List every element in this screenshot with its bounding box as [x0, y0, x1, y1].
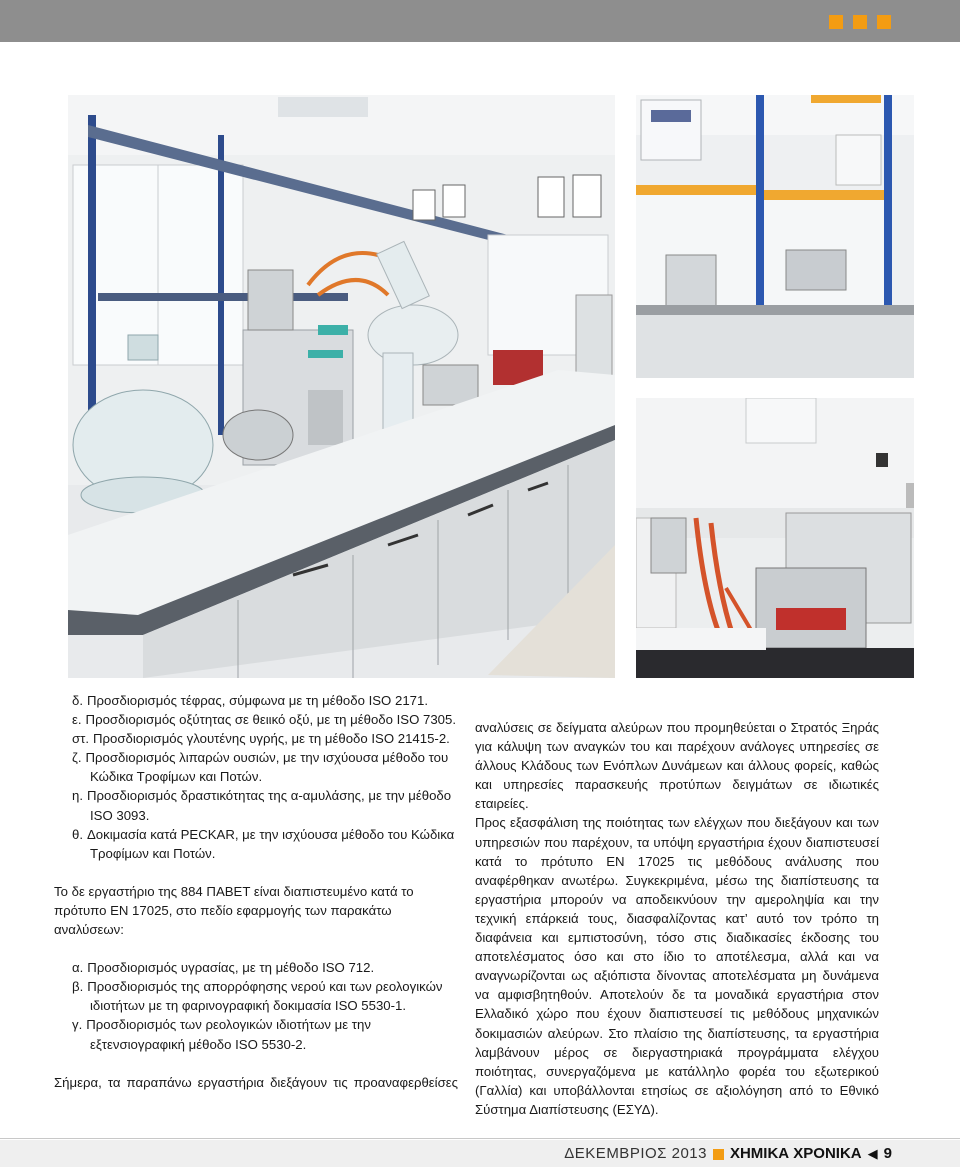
- arrow-left-icon: ◀: [867, 1146, 878, 1161]
- magazine-title: ΧΗΜΙΚΑ ΧΡΟΝΙΚΑ: [729, 1145, 862, 1162]
- photo-farinograph: [636, 398, 914, 678]
- photo-lab-bench: [68, 95, 615, 678]
- list-item-label: β.: [72, 979, 84, 995]
- list-item-text: Προσδιορισμός των ρεολογικών ιδιοτήτων με την εξτενσιογραφική μέθοδο ISO 5530-2.: [86, 1017, 371, 1052]
- list-item-text: Προσδιορισμός γλουτένης υγρής, με τη μέθοδο ISO 21415-2.: [93, 731, 450, 747]
- list-item: [54, 825, 458, 863]
- list-item-text: Προσδιορισμός τέφρας, σύμφωνα με τη μέθοδο ISO 2171.: [87, 693, 428, 708]
- left-text-column: [54, 691, 458, 1092]
- header-bar: [0, 0, 960, 42]
- list-item: [54, 977, 458, 1015]
- list-item-text: Προσδιορισμός της απορρόφησης νερού και των ρεολογικών ιδιοτήτων με τη φαρινογραφική δοκιμασία ISO 5530-1.: [87, 979, 443, 1014]
- list-item-label: α.: [72, 960, 84, 976]
- list-item-label: θ.: [72, 826, 83, 842]
- list-item: [54, 786, 458, 824]
- paragraph: αναλύσεις σε δείγματα αλεύρων που προμηθεύεται ο Στρατός Ξηράς για κάλυψη των αναγκών του και παρέχουν ανάλογες υπηρεσίες σε άλλους Κλάδους των Ενόπλων Δυνάμεων και άλλους φορείς, καθώς και υπηρεσίες παρασκευής προτύπων δειγμάτων σε ιδιωτικές εταιρείες.: [475, 720, 879, 812]
- list-item-text: Προσδιορισμός δραστικότητας της α-αμυλάσης, με την μέθοδο ISO 3093.: [87, 788, 452, 823]
- accent-square-icon: [829, 15, 843, 29]
- accent-square-icon: [877, 15, 891, 29]
- list-item: [54, 691, 458, 710]
- footer-divider: [0, 1138, 960, 1139]
- list-item: [54, 1015, 458, 1053]
- list-item-text: Προσδιορισμός υγρασίας, με τη μέθοδο ISO 712.: [87, 960, 375, 976]
- analysis-list-a: [54, 691, 458, 863]
- paragraph: Σήμερα, τα παραπάνω εργαστήρια διεξάγουν τις προαναφερθείσες: [54, 1074, 458, 1090]
- list-item-label: η.: [72, 788, 83, 804]
- issue-date: ΔΕΚΕΜΒΡΙΟΣ 2013: [564, 1145, 707, 1162]
- accent-square-icon: [853, 15, 867, 29]
- list-item-text: Δοκιμασία κατά PECKAR, με την ισχύουσα μέθοδο του Κώδικα Τροφίμων και Ποτών.: [87, 826, 455, 861]
- list-item-label: γ.: [72, 1017, 83, 1033]
- list-item: [54, 729, 458, 748]
- list-item-label: στ.: [72, 731, 90, 747]
- footer: [564, 1144, 892, 1164]
- list-item-label: δ.: [72, 693, 84, 708]
- list-item: [54, 748, 458, 786]
- list-item-text: Προσδιορισμός οξύτητας σε θειικό οξύ, με τη μέθοδο ISO 7305.: [85, 712, 457, 728]
- paragraph: Το δε εργαστήριο της 884 ΠΑΒΕΤ είναι διαπιστευμένο κατά το πρότυπο ΕΝ 17025, στο πεδίο εφαρμογής των παρακάτω αναλύσεων:: [54, 883, 414, 938]
- page-number: 9: [883, 1145, 892, 1162]
- accent-square-icon: [713, 1149, 724, 1160]
- list-item: [54, 958, 458, 977]
- list-item-text: Προσδιορισμός λιπαρών ουσιών, με την ισχύουσα μέθοδο του Κώδικα Τροφίμων και Ποτών.: [85, 750, 449, 785]
- list-item: [54, 710, 458, 729]
- right-text-column: [475, 718, 879, 1119]
- photo-fume-hoods: [636, 95, 914, 378]
- paragraph: Προς εξασφάλιση της ποιότητας των ελέγχων που διεξάγουν και των υπηρεσιών που παρέχουν, τα υπόψη εργαστήρια έχουν διαπιστευσεί κατά το πρότυπο ΕΝ 17025 τις μεθόδους ανάλυσης που αναφέρθηκαν ανωτέρω. Συγκεκριμένα, μέσω της διαπίστευσης τα εργαστήρια μπορούν να αποδεικνύουν την αμεροληψία και την τεχνική επάρκειά τους, διασφαλίζοντας κατ’ αυτό τον τρόπο τη διαφάνεια και εμπιστοσύνη, τόσο στις διαδικασίες έκδοσης του αποτελέσματος όσο και στο ίδιο το αποτέλεσμα, αλλά και να αναγνωρίζονται ως αξιόπιστα δίνοντας αποτελέσματα μη δυνάμενα να αμφισβητηθούν. Αποτελούν δε τα μοναδικά εργαστήρια στον Ελλαδικό χώρο που έχουν διαπιστευσεί τις μεθόδους μηχανικών δοκιμασιών αλεύρων. Στο πλαίσιο της διαπίστευσης, τα εργαστήρια λαμβάνουν μέρος σε διεργαστηριακά προγράμματα ελέγχου ποιότητας, συνεργαζόμενα με κατάλληλο φορέα του εξωτερικού (Γαλλία) και υποβάλλονται ετησίως σε αξιολόγηση από το Εθνικό Σύστημα Διαπίστευσης (ΕΣΥΔ).: [475, 815, 879, 1117]
- analysis-list-b: [54, 958, 458, 1053]
- list-item-label: ε.: [72, 712, 82, 728]
- list-item-label: ζ.: [72, 750, 82, 766]
